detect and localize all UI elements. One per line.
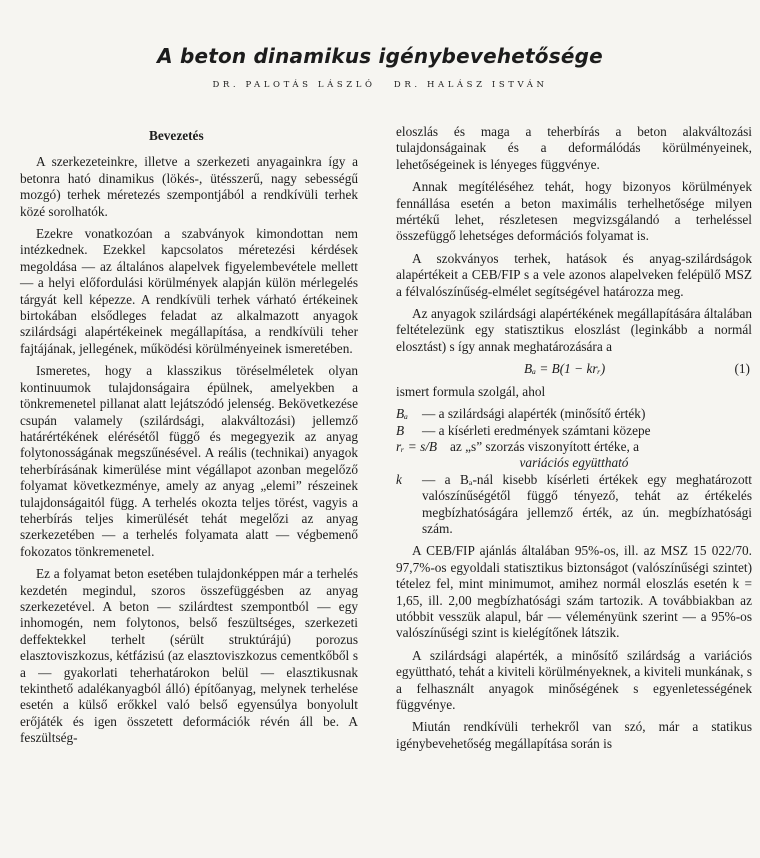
definition-symbol: B xyxy=(396,422,405,438)
paragraph: Az anyagok szilárdsági alapértékének megállapítására általában feltételezünk egy statisztikus eloszlást (leginkább a normál elosztást) s így annak meghatározására a xyxy=(396,306,752,354)
article-title: A beton dinamikus igénybevehetősége xyxy=(157,44,603,68)
section-heading: Bevezetés xyxy=(149,128,204,143)
definition-symbol: k xyxy=(396,471,402,487)
definition-symbol: Bₐ xyxy=(396,406,409,422)
formula-intro: ismert formula szolgál, ahol xyxy=(396,383,546,399)
authors-line xyxy=(0,80,760,90)
paragraph: A szilárdsági alapérték, a minősítő szilárdság a variációs együttható, tehát a kiviteli körülményeknek, a kiviteli munkának, s a felhasznált anyagok minőségének s egyenletességének függvénye. xyxy=(396,647,752,712)
paragraph: Annak megítéléséhez tehát, hogy bizonyos körülmények fennállása esetén a beton maximális terhelhetősége milyen mértékű lehet, részletesen megvizsgálandó a terheléssel összefüggő lehetséges deformációs folyamat is. xyxy=(396,179,752,244)
formula-row xyxy=(396,361,752,377)
definition-text: — a Bₐ-nál kisebb kísérleti értékek egy meghatározott valószínűségétől függő tényező, tehát az értékelés megbízhatóságára jellemző érték, az ún. megbízhatósági szám. xyxy=(422,471,752,536)
definition-text: az „s” szorzás viszonyított értéke, a xyxy=(450,438,640,454)
paragraph: Miután rendkívüli terhekről van szó, már a statikus igénybevehetőség megállapítása során is xyxy=(396,719,752,751)
paragraph: A szokványos terhek, hatások és anyag-szilárdságok alapértékeit a CEB/FIP s a vele azonos alapelveken felépülő MSZ a félvalószínűség-elmélet segítségével határozza meg. xyxy=(396,250,752,299)
paragraph: eloszlás és maga a teherbírás a beton alakváltozási tulajdonságainak és a deformálódás körülményeinek, lehetőségeinek is lényeges függvénye. xyxy=(396,124,752,172)
definition-symbol: rᵣ = s/B xyxy=(396,438,438,454)
author-name: DR. PALOTÁS LÁSZLÓ xyxy=(212,80,376,90)
paragraph: A CEB/FIP ajánlás általában 95%-os, ill. az MSZ 15 022/70. 97,7%-os egyoldali statisztikus biztonságot (valószínűségi szintet) tételez fel, mint minimumot, amihez normál eloszlás esetén k = 1,65, ill. 2,00 megbízhatósági szám tartozik. A továbbiakban az utóbbit vesszük alapul, bár — véleményünk szerint — a 95%-os valószínűségi szint is kielégítőnek látszik. xyxy=(396,543,752,641)
right-column xyxy=(396,124,752,758)
definition-row xyxy=(396,423,752,439)
definition-row xyxy=(396,406,752,422)
paragraph: Ezekre vonatkozóan a szabványok kimondottan nem intézkednek. Ezekkel kapcsolatos méretezési kérdések megoldása — az általános alapelvek figyelembevétele mellett — a helyi előfordulási körülmények alapján külön mérlegelés tárgyát kell képezze. A rendkívüli terhek várható értékeinek birtokában elsődleges feladat az alkalmazott anyagok szilárdsági alapértékeinek megállapítása, a rendkívüli teher fajtájának, jellegének, működési körülményeinek ismeretében. xyxy=(20,226,358,356)
definition-row xyxy=(396,472,752,538)
author-name: DR. HALÁSZ ISTVÁN xyxy=(393,80,548,90)
formula-number: (1) xyxy=(734,361,750,377)
paragraph: Ez a folyamat beton esetében tulajdonképpen már a terhelés kezdetén megindul, szoros összefüggésben az anyag szerkezetével. A beton — szilárdtest szempontból — egy inhomogén, nem folytonos, belső feszültséges, szerkezeti deffektekkel terhelt (sérült struktúrájú) porozus elasztoviszkozus, kétfázisú (az elasztoviszkozus cementkőből s a — gyakorlati teherhatárokon belül — elasztikusnak tekinthető adalékanyagból álló) építőanyag, melynek terhelése esetén a külső erőkkel való belső egyensúlya bonyolult erőjáték és igen összetett deformációk révén áll be. A feszültség- xyxy=(20,566,358,746)
left-column xyxy=(20,124,358,753)
definition-subtext: variációs együttható xyxy=(519,455,629,471)
paragraph: A szerkezeteinkre, illetve a szerkezeti anyagainkra így a betonra ható dinamikus (lökés-, ütésszerű, nagy sebességű mozgó) terhek méretezés szempontjából a rendkívüli terhek közé sorolhatók. xyxy=(20,154,358,219)
definition-row xyxy=(396,439,752,455)
paragraph: Ismeretes, hogy a klasszikus töréselméletek olyan kontinuumok tulajdonságaira épülnek, amelyekben a tönkremenetel pillanat alatt lejátszódó jelenség. Bekövetkezése csupán valamely (szilárdsági, alakváltozási) jellemző határértékének elérésétől függő és megegyezik az anyag folytonosságának megszűnésével. A reális (technikai) anyagok teherbírásának kimerülése mint végállapot azonban megelőző folyamat következménye, amely az anyag „elemi” részeinek tulajdonságaitól függ. A terhelés okozta teljes törést, vagyis a teherbírás teljes kimerülését tehát megelőzi az anyag szerkezetében — a terhelés folyamata alatt — végbemenő fokozatos tönkremenetel. xyxy=(20,363,358,559)
formula: Bₐ = B(1 − krᵣ) xyxy=(524,361,606,377)
definition-text: — a kísérleti eredmények számtani közepe xyxy=(422,422,651,438)
definition-text: — a szilárdsági alapérték (minősítő érték) xyxy=(422,406,646,422)
